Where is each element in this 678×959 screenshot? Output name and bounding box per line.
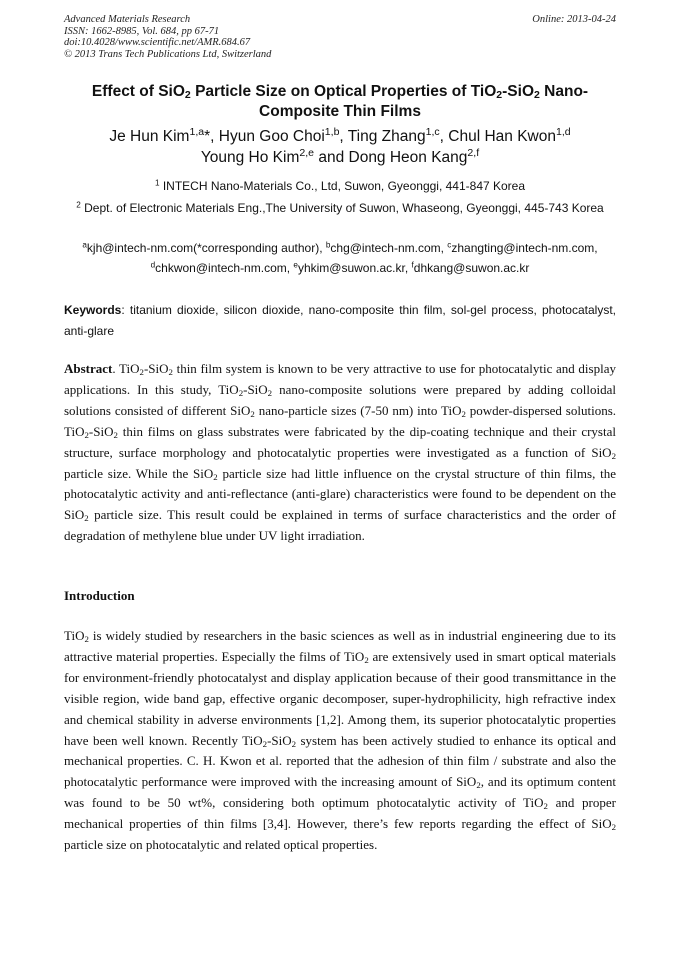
- author-name: Hyun Goo Choi: [218, 128, 325, 145]
- doi-line: doi:10.4028/www.scientific.net/AMR.684.67: [64, 37, 251, 48]
- paper-title: Effect of SiO$_2$ Particle Size on Optical Properties of TiO$_2$-SiO$_2$ Nano-Composite Thin Films: [91, 83, 589, 120]
- online-date: Online: 2013-04-24: [532, 14, 616, 25]
- email-link: zhangting@intech-nm.com,: [451, 241, 598, 255]
- author-name: Je Hun Kim: [109, 128, 190, 145]
- email-link: kjh@intech-nm.com(*corresponding author),: [86, 241, 326, 255]
- issn-line: ISSN: 1662-8985, Vol. 684, pp 67-71: [64, 25, 220, 37]
- keywords-section: [64, 300, 616, 342]
- affiliation-1: $^1$ INTECH Nano-Materials Co., Ltd, Suwon, Gyeonggi, 441-847 Korea: [154, 178, 526, 193]
- abstract-label: Abstract: [64, 361, 113, 376]
- introduction-paragraph: TiO$_2$ is widely studied by researchers in the basic sciences as well as in industrial engineering due to its attractive material properties. Especially the films of TiO$_2$ are extensively used in smart optical materials for environment-friendly photocatalyst and display application because of their good transmittance in the visible region, wide band gap, effective organic decomposer, super-hydrophilicity, high refractive index and chemical stability in adverse environments [1,2]. Among them, its superior photocatalytic properties have been well known. Recently TiO$_2$-SiO$_2$ system has been actively studied to enhance its optical and mechanical properties. C. H. Kwon et al. reported that the adhesion of thin film / substrate and also the photocatalytic performance were improved with the increasing amount of SiO$_2$, and its optimum content was found to be 50 wt%, considering both optimum photocatalytic activity of TiO$_2$ and proper mechanical properties of thin films [3,4]. However, there’s few reports regarding the effect of SiO$_2$ particle size on photocatalytic and related optical properties.: [64, 628, 616, 853]
- email-link: chg@intech-nm.com,: [330, 241, 448, 255]
- journal-name: Advanced Materials Research: [64, 14, 191, 25]
- author-name: Young Ho Kim: [200, 149, 300, 166]
- author-name: Chul Han Kwon: [448, 128, 556, 145]
- section-heading-introduction: Introduction: [64, 588, 135, 603]
- author-name: Ting Zhang: [347, 128, 426, 145]
- author-name: Dong Heon Kang: [348, 149, 468, 166]
- email-link: yhkim@suwon.ac.kr,: [297, 261, 412, 275]
- email-link: dhkang@suwon.ac.kr: [413, 261, 530, 275]
- author-emails: $^a$kjh@intech-nm.com(*corresponding author), $^b$chg@intech-nm.com, $^c$zhangting@intech-nm.com, $^d$chkwon@intech-nm.com, $^e$yhkim@suwon.ac.kr, $^f$dhkang@suwon.ac.kr: [82, 240, 598, 275]
- keywords-label: Keywords: [64, 303, 122, 317]
- copyright-line: © 2013 Trans Tech Publications Ltd, Switzerland: [64, 48, 272, 60]
- author-list: [64, 126, 616, 168]
- journal-header: [64, 14, 616, 60]
- abstract-section: Abstract. TiO$_2$-SiO$_2$ thin film system is known to be very attractive to use for photocatalytic and display applications. In this study, TiO$_2$-SiO$_2$ nano-composite solutions were prepared by adding colloidal solutions consisted of different SiO$_2$ nano-particle sizes (7-50 nm) into TiO$_2$ powder-dispersed solutions. TiO$_2$-SiO$_2$ thin films on glass substrates were fabricated by the dip-coating technique and their crystal structure, surface morphology and photocatalytic properties were investigated as a function of SiO$_2$ particle size. While the SiO$_2$ particle size had little influence on the crystal structure of thin films, the photocatalytic activity and anti-reflectance (anti-glare) characteristics were found to be dependent on the SiO$_2$ particle size. This result could be explained in terms of surface characteristics and the order of degradation of methylene blue under UV light irradiation.: [64, 361, 617, 544]
- keywords-text: : titanium dioxide, silicon dioxide, nano-composite thin film, sol-gel process, photocatalyst, anti-glare: [64, 303, 616, 338]
- author-line-1: Je Hun Kim$^{1,a}$*, Hyun Goo Choi$^{1,b}$, Ting Zhang$^{1,c}$, Chul Han Kwon$^{1,d}$: [109, 126, 571, 145]
- email-link: chkwon@intech-nm.com,: [155, 261, 294, 275]
- author-line-2: Young Ho Kim$^{2,e}$ and Dong Heon Kang$^{2,f}$: [200, 147, 480, 166]
- affiliation-2: $^2$ Dept. of Electronic Materials Eng.,The University of Suwon, Whaseong, Gyeonggi, 445-743 Korea: [76, 200, 604, 215]
